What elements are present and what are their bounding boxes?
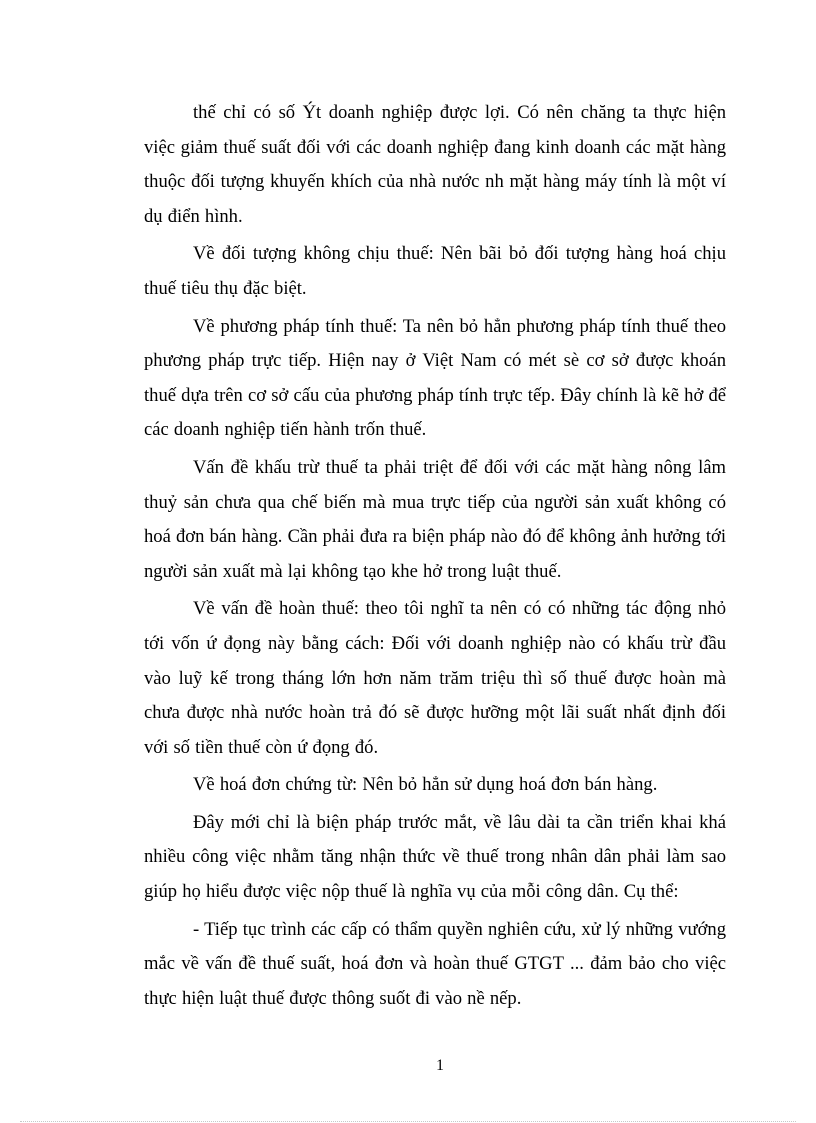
paragraph: Đây mới chỉ là biện pháp trước mắt, về lâu dài ta cần triển khai khá nhiều công việc nhằm tăng nhận thức về thuế trong nhân dân phải làm sao giúp họ hiểu được việc nộp thuế là nghĩa vụ của mỗi công dân. Cụ thể: (144, 811, 726, 903)
paragraph: Về hoá đơn chứng từ: Nên bỏ hẳn sử dụng hoá đơn bán hàng. (193, 774, 658, 796)
paragraph: - Tiếp tục trình các cấp có thẩm quyền nghiên cứu, xử lý những vướng mắc về vấn đề thuế suất, hoá đơn và hoàn thuế GTGT ... đảm bảo cho việc thực hiện luật thuế được thông suốt đi vào nề nếp. (144, 918, 726, 1009)
paragraph: Về vấn đề hoàn thuế: theo tôi nghĩ ta nên có có những tác động nhỏ tới vốn ứ đọng này bằng cách: Đối với doanh nghiệp nào có khấu trừ đầu vào luỹ kế trong tháng lớn hơn năm trăm triệu thì số thuế được hoàn mà chưa được nhà nước hoàn trả đó sẽ được hưỡng một lãi suất nhất định đối với số tiền thuế còn ứ đọng đó. (144, 598, 726, 758)
paragraph: thế chỉ có số Ýt doanh nghiệp được lợi. Có nên chăng ta thực hiện việc giảm thuế suất đối với các doanh nghiệp đang kinh doanh các mặt hàng thuộc đối tượng khuyến khích của nhà nước nh mặt hàng máy tính là một ví dụ điển hình. (144, 102, 726, 227)
document-body (144, 96, 726, 1019)
paragraph: Vấn đề khấu trừ thuế ta phải triệt để đối với các mặt hàng nông lâm thuỷ sản chưa qua chế biến mà mua trực tiếp của người sản xuất không có hoá đơn bán hàng. Cần phải đưa ra biện pháp nào đó để không ảnh hưởng tới người sản xuất mà lại không tạo khe hở trong luật thuế. (144, 456, 726, 582)
page-number: 1 (436, 1057, 444, 1074)
page-bottom-divider (20, 1121, 796, 1122)
paragraph: Về phương pháp tính thuế: Ta nên bỏ hẳn phương pháp tính thuế theo phương pháp trực tiếp. Hiện nay ở Việt Nam có mét sè cơ sở được khoán thuế dựa trên cơ sở cấu của phương pháp tính trực tếp. Đây chính là kẽ hở để các doanh nghiệp tiến hành trốn thuế. (144, 315, 726, 441)
paragraph: Về đối tượng không chịu thuế: Nên bãi bỏ đối tượng hàng hoá chịu thuế tiêu thụ đặc biệt. (144, 243, 726, 299)
